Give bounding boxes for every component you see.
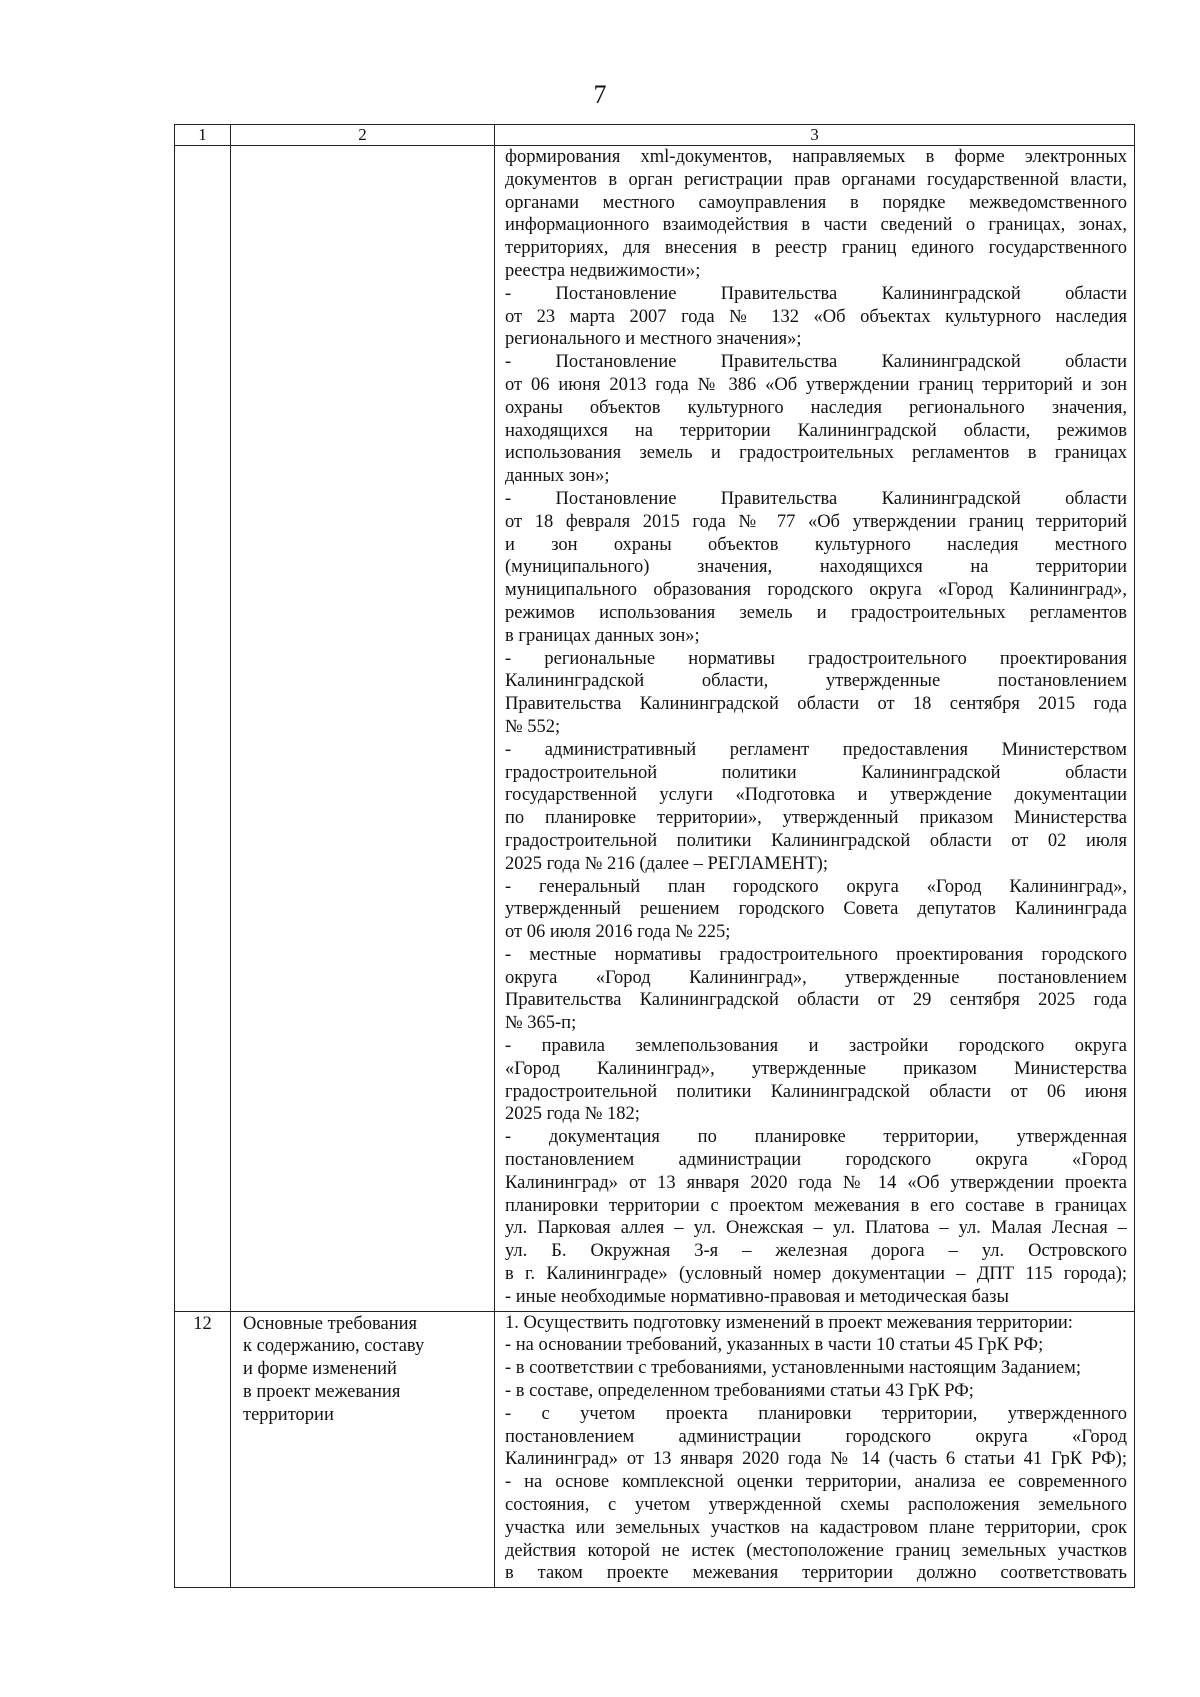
page-number: 7: [593, 80, 607, 109]
row-label-line: и форме изменений: [243, 1359, 397, 1380]
content-line: - региональные нормативы градостроительного проектирования: [505, 648, 1127, 669]
content-line: от 06 июля 2016 года № 225;: [505, 922, 731, 943]
content-line: округа «Город Калининград», утвержденные постановлением: [505, 967, 1127, 988]
content-line: Правительства Калининградской области от 29 сентября 2025 года: [505, 990, 1127, 1011]
content-line: - административный регламент предоставления Министерством: [505, 739, 1127, 760]
content-line: 1. Осуществить подготовку изменений в проект межевания территории:: [505, 1312, 1073, 1333]
row-content: [495, 146, 1135, 1312]
content-line: от 18 февраля 2015 года № 77 «Об утверждении границ территорий: [505, 511, 1127, 532]
column-header-3: 3: [495, 125, 1135, 146]
content-line: № 552;: [505, 716, 561, 737]
content-line: по планировке территории», утвержденный приказом Министерства: [505, 808, 1127, 829]
content-line: № 365-п;: [505, 1013, 577, 1034]
content-line: «Город Калининград», утвержденные приказом Министерства: [505, 1058, 1127, 1079]
column-header-2: 2: [231, 125, 495, 146]
row-label-line: территории: [243, 1404, 334, 1425]
content-line: - Постановление Правительства Калининградской области: [505, 283, 1127, 304]
content-line: Калининград» от 13 января 2020 года № 14 «Об утверждении проекта: [505, 1172, 1127, 1193]
requirements-table: [174, 124, 1135, 1588]
content-line: градостроительной политики Калининградской области от 06 июня: [505, 1081, 1127, 1102]
content-line: - Постановление Правительства Калининградской области: [505, 488, 1127, 509]
content-line: в таком проекте межевания территории должно соответствовать: [505, 1563, 1127, 1584]
table-row: [175, 146, 1135, 1312]
content-line: режимов использования земель и градостроительных регламентов: [505, 602, 1127, 623]
row-content: [495, 1311, 1135, 1588]
content-line: ул. Парковая аллея – ул. Онежская – ул. Платова – ул. Малая Лесная –: [505, 1218, 1127, 1239]
row-number: 12: [175, 1311, 231, 1588]
content-line: - документация по планировке территории, утвержденная: [505, 1127, 1127, 1148]
content-line: муниципального образования городского округа «Город Калининград»,: [505, 580, 1127, 601]
content-line: (муниципального) значения, находящихся на территории: [505, 557, 1127, 578]
content-line: 2025 года № 216 (далее – РЕГЛАМЕНТ);: [505, 853, 828, 874]
content-line: данных зон»;: [505, 466, 610, 487]
row-label: [231, 146, 495, 1312]
content-line: 2025 года № 182;: [505, 1104, 640, 1125]
content-line: состояния, с учетом утвержденной схемы расположения земельного: [505, 1495, 1127, 1516]
content-line: документов в орган регистрации прав органами государственной власти,: [505, 169, 1127, 190]
content-line: в г. Калининграде» (условный номер документации – ДПТ 115 города);: [505, 1264, 1127, 1285]
content-line: - правила землепользования и застройки городского округа: [505, 1036, 1127, 1057]
content-line: постановлением администрации городского округа «Город: [505, 1150, 1127, 1171]
content-line: в границах данных зон»;: [505, 625, 700, 646]
row-number: [175, 146, 231, 1312]
content-line: территориях, для внесения в реестр границ единого государственного: [505, 238, 1127, 259]
content-line: реестра недвижимости»;: [505, 260, 701, 281]
content-line: находящихся на территории Калининградской области, режимов: [505, 420, 1127, 441]
content-line: постановлением администрации городского округа «Город: [505, 1426, 1127, 1447]
content-line: и зон охраны объектов культурного наследия местного: [505, 534, 1127, 555]
content-line: - Постановление Правительства Калининградской области: [505, 352, 1127, 373]
column-header-1: 1: [175, 125, 231, 146]
content-line: - на основании требований, указанных в части 10 статьи 45 ГрК РФ;: [505, 1335, 1044, 1356]
content-line: планировки территории с проектом межевания в его составе в границах: [505, 1195, 1127, 1216]
row-label: [231, 1311, 495, 1588]
content-line: - иные необходимые нормативно-правовая и методическая базы: [505, 1286, 1009, 1307]
content-line: Калининградской области, утвержденные постановлением: [505, 671, 1127, 692]
content-line: участка или земельных участков на кадастровом плане территории, срок: [505, 1517, 1127, 1538]
content-line: Правительства Калининградской области от 18 сентября 2015 года: [505, 694, 1127, 715]
content-line: информационного взаимодействия в части сведений о границах, зонах,: [505, 215, 1127, 236]
content-line: ул. Б. Окружная 3-я – железная дорога – ул. Островского: [505, 1241, 1127, 1262]
table-row: [175, 1311, 1135, 1588]
content-line: - в составе, определенном требованиями статьи 43 ГрК РФ;: [505, 1381, 974, 1402]
content-line: действия которой не истек (местоположение границ земельных участков: [505, 1540, 1127, 1561]
table-header-row: [175, 125, 1135, 146]
content-line: охраны объектов культурного наследия регионального значения,: [505, 397, 1127, 418]
content-line: от 23 марта 2007 года № 132 «Об объектах культурного наследия: [505, 306, 1127, 327]
content-line: - генеральный план городского округа «Город Калининград»,: [505, 876, 1127, 897]
content-line: градостроительной политики Калининградской области: [505, 762, 1127, 783]
content-line: утвержденный решением городского Совета депутатов Калининграда: [505, 899, 1127, 920]
content-line: - на основе комплексной оценки территории, анализа ее современного: [505, 1472, 1127, 1493]
content-line: органами местного самоуправления в порядке межведомственного: [505, 192, 1127, 213]
content-line: - в соответствии с требованиями, установленными настоящим Заданием;: [505, 1358, 1081, 1379]
row-label-line: в проект межевания: [243, 1382, 401, 1403]
content-line: формирования xml-документов, направляемых в форме электронных: [505, 147, 1127, 167]
row-label-line: к содержанию, составу: [243, 1336, 425, 1357]
content-line: - местные нормативы градостроительного проектирования городского: [505, 944, 1127, 965]
content-line: регионального и местного значения»;: [505, 329, 802, 350]
content-line: государственной услуги «Подготовка и утверждение документации: [505, 785, 1127, 806]
content-line: градостроительной политики Калининградской области от 02 июля: [505, 830, 1127, 851]
content-line: от 06 июня 2013 года № 386 «Об утверждении границ территорий и зон: [505, 374, 1127, 395]
content-line: использования земель и градостроительных регламентов в границах: [505, 443, 1127, 464]
row-label-line: Основные требования: [243, 1313, 418, 1334]
content-line: Калининград» от 13 января 2020 года № 14 (часть 6 статьи 41 ГрК РФ);: [505, 1449, 1127, 1470]
content-line: - с учетом проекта планировки территории, утвержденного: [505, 1403, 1127, 1424]
